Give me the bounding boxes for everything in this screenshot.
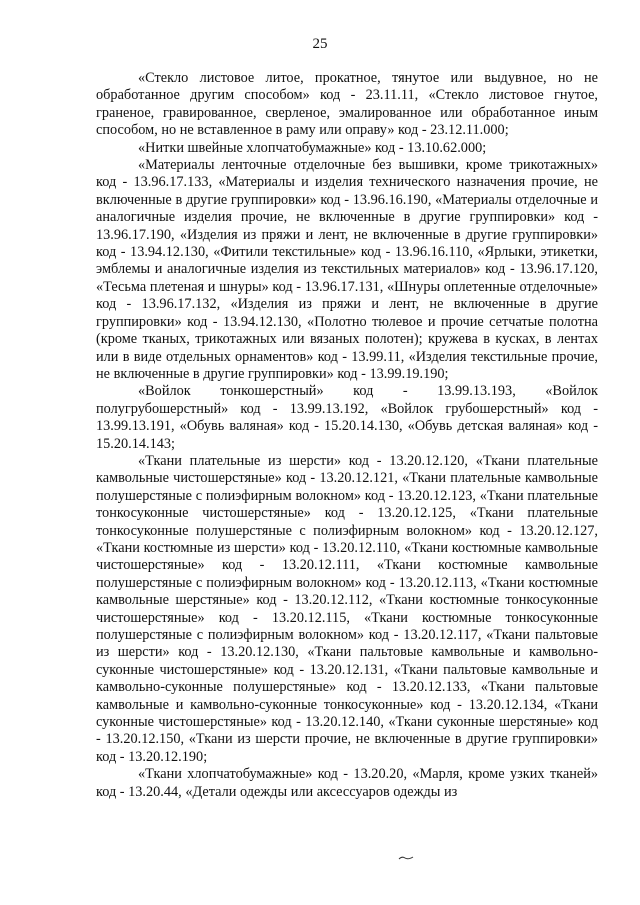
- paragraph-cotton-fabrics: «Ткани хлопчатобумажные» код - 13.20.20, «Марля, кроме узких тканей» код - 13.20.44, «Детали одежды или аксессуаров одежды из: [96, 766, 598, 800]
- paragraph-wool-fabrics: «Ткани плательные из шерсти» код - 13.20.12.120, «Ткани плательные камвольные чистошерстяные» код - 13.20.12.121, «Ткани плательные камвольные полушерстяные с полиэфирным волокном» код - 13.20.12.123, «Ткани плательные тонкосуконные чистошерстяные» код - 13.20.12.125, «Ткани плательные тонкосуконные полушерстяные с полиэфирным волокном» код - 13.20.12.127, «Ткани костюмные из шерсти» код - 13.20.12.110, «Ткани костюмные камвольные чистошерстяные» код - 13.20.12.111, «Ткани костюмные камвольные полушерстяные с полиэфирным волокном» код - 13.20.12.113, «Ткани костюмные камвольные шерстяные» код - 13.20.12.112, «Ткани костюмные тонкосуконные чистошерстяные» код - 13.20.12.115, «Ткани костюмные тонкосуконные полушерстяные с полиэфирным волокном» код - 13.20.12.117, «Ткани пальтовые из шерсти» код - 13.20.12.130, «Ткани пальтовые камвольные и камвольно-суконные чистошерстяные» код - 13.20.12.131, «Ткани пальтовые камвольные и камвольно-суконные полушерстяные» код - 13.20.12.133, «Ткани пальтовые камвольные и камвольно-суконные тонкосуконные» код - 13.20.12.134, «Ткани суконные чистошерстяные» код - 13.20.12.140, «Ткани суконные шерстяные» код - 13.20.12.150, «Ткани из шерсти прочие, не включенные в другие группировки» код - 13.20.12.190;: [96, 452, 598, 765]
- paragraph-threads: «Нитки швейные хлопчатобумажные» код - 13.10.62.000;: [138, 139, 487, 156]
- page-number: 25: [312, 36, 328, 52]
- paragraph-glass: «Стекло листовое литое, прокатное, тянутое или выдувное, но не обработанное другим способом» код - 23.11.11, «Стекло листовое гнутое, граненое, гравированное, сверленое, эмалированное или обработанное иным способом, но не вставленное в раму или оправу» код - 23.12.11.000;: [96, 70, 598, 139]
- document-body: [96, 70, 598, 801]
- ink-mark-icon: [398, 855, 414, 861]
- paragraph-felt: «Войлок тонкошерстный» код - 13.99.13.193, «Войлок полугрубошерстный» код - 13.99.13.192, «Войлок грубошерстный» код - 13.99.13.191, «Обувь валяная» код - 15.20.14.130, «Обувь детская валяная» код - 15.20.14.143;: [96, 383, 598, 452]
- paragraph-textile-materials: «Материалы ленточные отделочные без вышивки, кроме трикотажных» код - 13.96.17.133, «Материалы и изделия технического назначения прочие, не включенные в другие группировки» код - 13.96.16.190, «Материалы отделочные и аналогичные изделия прочие, не включенные в другие группировки» код - 13.96.17.190, «Изделия из пряжи и лент, не включенные в другие группировки» код - 13.94.12.130, «Фитили текстильные» код - 13.96.16.110, «Ярлыки, этикетки, эмблемы и аналогичные изделия из текстильных материалов» код - 13.96.17.120, «Тесьма плетеная и шнуры» код - 13.96.17.131, «Шнуры оплетенные отделочные» код - 13.96.17.132, «Изделия из пряжи и лент, не включенные в другие группировки» код - 13.94.12.130, «Полотно тюлевое и прочие сетчатые полотна (кроме тканых, трикотажных или вязаных полотен); кружева в кусках, в лентах или в виде отдельных орнаментов» код - 13.99.11, «Изделия текстильные прочие, не включенные в другие группировки» код - 13.99.19.190;: [96, 157, 598, 382]
